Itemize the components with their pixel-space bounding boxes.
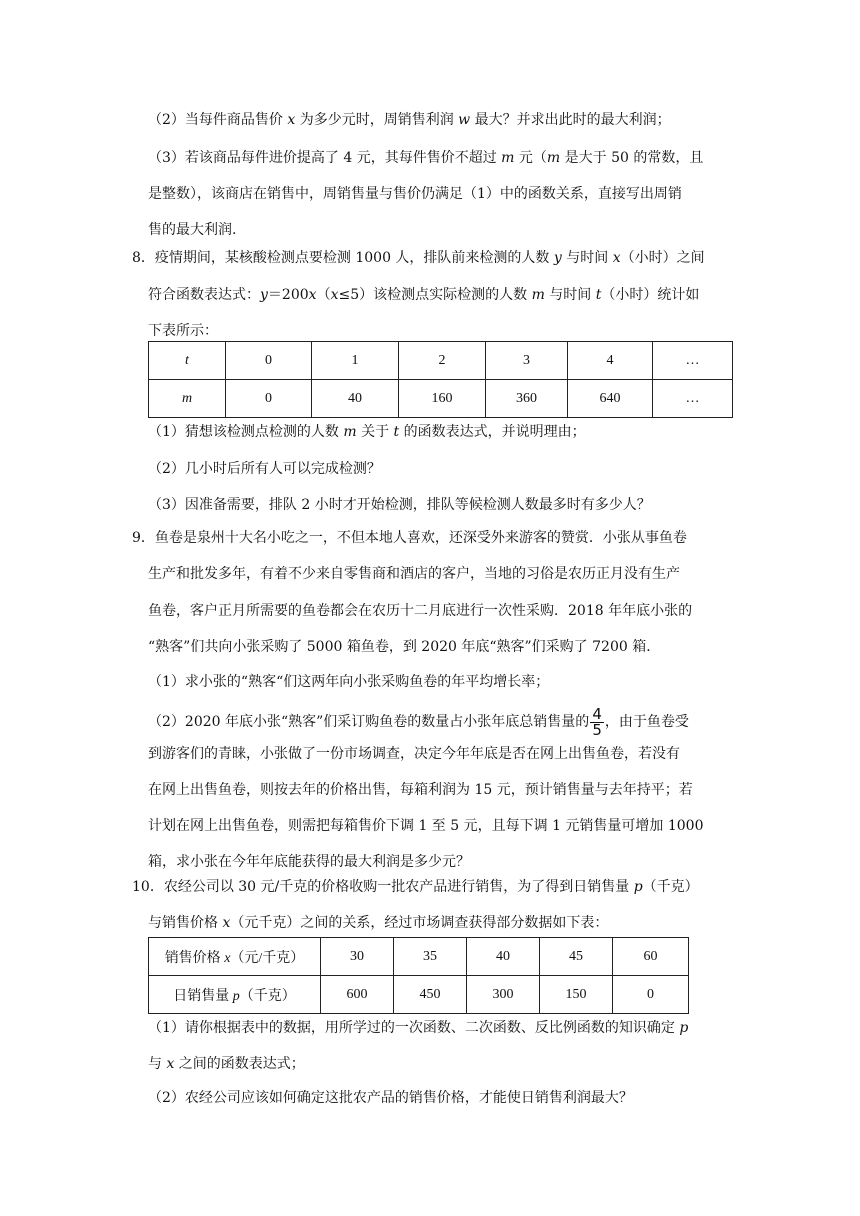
- q8-stem-line1: 8．疫情期间，某核酸检测点要检测 1000 人，排队前来检测的人数 y 与时间 x（小时）之间: [132, 250, 705, 266]
- q8-stem-line2: 符合函数表达式：y＝200x（x≤5）该检测点实际检测的人数 m 与时间 t（小时）统计如: [148, 287, 700, 303]
- table-cell: 450: [394, 976, 467, 1014]
- q10-sub1-line1: （1）请你根据表中的数据，用所学过的一次函数、二次函数、反比例函数的知识确定 p: [148, 1020, 689, 1036]
- table-row-header: 销售价格 x（元/千克）: [149, 938, 321, 976]
- table-cell: 2: [399, 342, 486, 380]
- table-cell: m: [149, 380, 226, 418]
- table-cell: 600: [321, 976, 394, 1014]
- q9-sub1: （1）求小张的“熟客“们这两年向小张采购鱼卷的年平均增长率；: [148, 674, 550, 690]
- table-row: [149, 976, 689, 1014]
- q7-part3-line3: 售的最大利润.: [148, 222, 237, 238]
- q7-part2-text: （2）当每件商品售价 x 为多少元时，周销售利润 w 最大？并求出此时的最大利润；: [148, 112, 671, 128]
- table-cell: 3: [486, 342, 568, 380]
- table-cell: 640: [568, 380, 653, 418]
- table-cell: 40: [467, 938, 540, 976]
- table-cell: 360: [486, 380, 568, 418]
- q8-sub2: （2）几小时后所有人可以完成检测？: [148, 461, 381, 477]
- table-cell: 4: [568, 342, 653, 380]
- q9-stem-line4: “熟客”们共向小张采购了 5000 箱鱼卷，到 2020 年底“熟客”们采购了 7200 箱．: [148, 639, 661, 655]
- table-cell: 300: [467, 976, 540, 1014]
- q8-sub1: （1）猜想该检测点检测的人数 m 关于 t 的函数表达式，并说明理由；: [148, 424, 586, 440]
- table-row: [149, 938, 689, 976]
- q10-stem-line2: 与销售价格 x（元千克）之间的关系，经过市场调查获得部分数据如下表：: [148, 915, 609, 931]
- fraction-four-fifths: $\frac{4}{5}$: [592, 704, 602, 739]
- table-row-header: 日销售量 p（千克）: [149, 976, 321, 1014]
- q10-data-table: [148, 937, 689, 1014]
- q9-sub2-line3: 在网上出售鱼卷，则按去年的价格出售，每箱利润为 15 元，预计销售量与去年持平；若: [148, 782, 693, 798]
- q9-sub2-line4: 计划在网上出售鱼卷，则需把每箱售价下调 1 至 5 元，且每下调 1 元销售量可增加 1000: [148, 818, 704, 834]
- table-cell: 0: [226, 342, 312, 380]
- table-cell: 1: [312, 342, 399, 380]
- table-cell: 45: [540, 938, 613, 976]
- table-cell: 40: [312, 380, 399, 418]
- q8-stem-line3: 下表所示：: [148, 323, 218, 339]
- table-cell: …: [653, 380, 733, 418]
- q8-data-table: [148, 341, 733, 418]
- table-cell: 35: [394, 938, 467, 976]
- table-cell: 60: [613, 938, 689, 976]
- table-cell: 0: [226, 380, 312, 418]
- table-row: [149, 342, 733, 380]
- q9-stem-line2: 生产和批发多年，有着不少来自零售商和酒店的客户，当地的习俗是农历正月没有生产: [148, 566, 680, 582]
- q9-sub2-line1: （2）2020 年底小张“熟客”们采订购鱼卷的数量占小张年底总销售量的 $\frac{4}{5}$ ，由于鱼卷受: [148, 704, 689, 739]
- table-cell: 30: [321, 938, 394, 976]
- table-cell: 150: [540, 976, 613, 1014]
- table-cell: …: [653, 342, 733, 380]
- q7-part3-line2: 是整数），该商店在销售中，周销售量与售价仍满足（1）中的函数关系，直接写出周销: [148, 186, 682, 202]
- q9-stem-line3: 鱼卷，客户正月所需要的鱼卷都会在农历十二月底进行一次性采购．2018 年年底小张的: [148, 603, 693, 619]
- table-row: [149, 380, 733, 418]
- q9-sub2-line2: 到游客们的青睐，小张做了一份市场调查，决定今年年底是否在网上出售鱼卷，若没有: [148, 746, 680, 762]
- q8-sub3: （3）因准备需要，排队 2 小时才开始检测，排队等候检测人数最多时有多少人？: [148, 497, 651, 513]
- table-cell: 0: [613, 976, 689, 1014]
- table-cell: 160: [399, 380, 486, 418]
- q10-sub2: （2）农经公司应该如何确定这批农产品的销售价格，才能使日销售利润最大？: [148, 1090, 633, 1106]
- q7-part3-line1: （3）若该商品每件进价提高了 4 元，其每件售价不超过 m 元（m 是大于 50 的常数，且: [148, 150, 704, 166]
- q9-stem-line1: 9．鱼卷是泉州十大名小吃之一，不但本地人喜欢，还深受外来游客的赞赏．小张从事鱼卷: [132, 530, 687, 546]
- q10-stem-line1: 10．农经公司以 30 元/千克的价格收购一批农产品进行销售，为了得到日销售量 p（千克）: [132, 879, 699, 895]
- q9-sub2-line5: 箱，求小张在今年年底能获得的最大利润是多少元？: [148, 854, 470, 870]
- table-cell: t: [149, 342, 226, 380]
- q10-sub1-line2: 与 x 之间的函数表达式；: [148, 1056, 305, 1072]
